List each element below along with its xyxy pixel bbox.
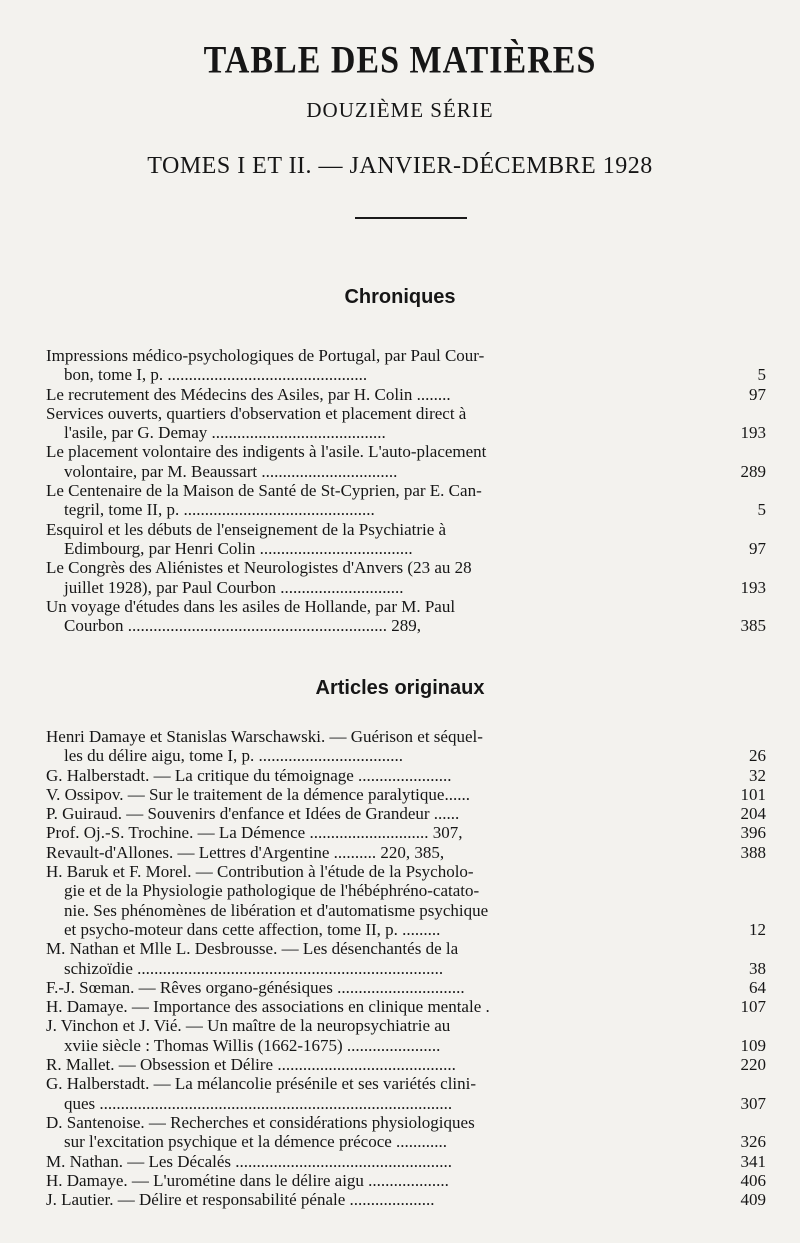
toc-entry-text: H. Damaye. — Importance des associations en clinique mentale . bbox=[46, 997, 490, 1017]
toc-entry-text: bon, tome I, p. ............................................... bbox=[64, 365, 368, 385]
toc-entry-text: Le placement volontaire des indigents à l'asile. L'auto-placement bbox=[46, 442, 487, 462]
toc-entry-text: tegril, tome II, p. ............................................. bbox=[64, 500, 375, 520]
toc-entry-text: l'asile, par G. Demay ......................................... bbox=[64, 423, 386, 443]
section-heading-articles: Articles originaux bbox=[315, 677, 485, 699]
toc-entry-text: Edimbourg, par Henri Colin .................................... bbox=[64, 538, 413, 558]
toc-entry-text: Esquirol et les débuts de l'enseignement de la Psychiatrie à bbox=[46, 519, 447, 539]
toc-entry-text: et psycho-moteur dans cette affection, tome II, p. ......... bbox=[64, 919, 441, 939]
toc-line bbox=[46, 1132, 766, 1151]
toc-line bbox=[46, 462, 766, 481]
toc-line bbox=[46, 1171, 766, 1190]
toc-entry-text: volontaire, par M. Beaussart ................................ bbox=[64, 461, 398, 481]
toc-line bbox=[46, 539, 766, 558]
toc-articles bbox=[46, 727, 766, 1209]
toc-line bbox=[46, 1094, 766, 1113]
toc-entry-text: H. Baruk et F. Morel. — Contribution à l'étude de la Psycholo- bbox=[46, 862, 474, 882]
toc-line bbox=[46, 920, 766, 939]
toc-line bbox=[46, 959, 766, 978]
toc-entry-text: ques ................................................................................... bbox=[64, 1093, 453, 1113]
toc-page-number: 101 bbox=[740, 784, 766, 804]
toc-entry-text: Un voyage d'études dans les asiles de Hollande, par M. Paul bbox=[46, 596, 456, 616]
toc-line bbox=[46, 843, 766, 862]
toc-page-number: 109 bbox=[740, 1035, 766, 1055]
toc-page-number: 5 bbox=[757, 365, 766, 385]
toc-page-number: 409 bbox=[740, 1190, 766, 1210]
toc-page-number: 406 bbox=[740, 1170, 766, 1190]
toc-line bbox=[46, 616, 766, 635]
toc-line bbox=[46, 746, 766, 765]
toc-line bbox=[46, 1113, 766, 1132]
toc-line bbox=[46, 346, 766, 365]
toc-entry-text: V. Ossipov. — Sur le traitement de la démence paralytique...... bbox=[46, 784, 470, 804]
toc-page-number: 307 bbox=[740, 1093, 766, 1113]
toc-line bbox=[46, 404, 766, 423]
toc-line bbox=[46, 727, 766, 746]
toc-entry-text: xviie siècle : Thomas Willis (1662-1675) ...................... bbox=[64, 1035, 441, 1055]
toc-line bbox=[46, 423, 766, 442]
toc-page-number: 388 bbox=[740, 842, 766, 862]
toc-page-number: 32 bbox=[749, 765, 766, 785]
toc-page-number: 289 bbox=[740, 461, 766, 481]
toc-line bbox=[46, 1016, 766, 1035]
toc-page-number: 341 bbox=[740, 1151, 766, 1171]
toc-entry-text: Le Centenaire de la Maison de Santé de St-Cyprien, par E. Can- bbox=[46, 481, 482, 501]
toc-entry-text: M. Nathan et Mlle L. Desbrousse. — Les désenchantés de la bbox=[46, 939, 459, 959]
toc-chroniques bbox=[46, 346, 766, 635]
toc-page-number: 64 bbox=[749, 977, 766, 997]
toc-line bbox=[46, 481, 766, 500]
toc-page-number: 26 bbox=[749, 746, 766, 766]
toc-line bbox=[46, 1055, 766, 1074]
toc-line bbox=[46, 1190, 766, 1209]
toc-entry-text: les du délire aigu, tome I, p. .................................. bbox=[64, 746, 404, 766]
toc-page-number: 107 bbox=[740, 997, 766, 1017]
toc-entry-text: H. Damaye. — L'urométine dans le délire aigu ................... bbox=[46, 1170, 449, 1190]
toc-page-number: 5 bbox=[757, 500, 766, 520]
toc-entry-text: Prof. Oj.-S. Trochine. — La Démence ............................ 307, bbox=[46, 823, 463, 843]
toc-page-number: 12 bbox=[749, 919, 766, 939]
toc-page-number: 97 bbox=[749, 538, 766, 558]
toc-entry-text: nie. Ses phénomènes de libération et d'automatisme psychique bbox=[64, 900, 489, 920]
toc-line bbox=[46, 1152, 766, 1171]
toc-line bbox=[46, 766, 766, 785]
toc-line bbox=[46, 1036, 766, 1055]
toc-line bbox=[46, 901, 766, 920]
toc-entry-text: sur l'excitation psychique et la démence précoce ............ bbox=[64, 1132, 448, 1152]
toc-entry-text: P. Guiraud. — Souvenirs d'enfance et Idées de Grandeur ...... bbox=[46, 804, 460, 824]
toc-entry-text: R. Mallet. — Obsession et Délire .......................................... bbox=[46, 1055, 456, 1075]
toc-line bbox=[46, 881, 766, 900]
toc-line bbox=[46, 939, 766, 958]
toc-line bbox=[46, 997, 766, 1016]
section-heading-chroniques: Chroniques bbox=[344, 286, 456, 308]
toc-entry-text: Le recrutement des Médecins des Asiles, par H. Colin ........ bbox=[46, 384, 451, 404]
toc-line bbox=[46, 578, 766, 597]
toc-line bbox=[46, 978, 766, 997]
series-subtitle: DOUZIÈME SÉRIE bbox=[306, 98, 494, 122]
toc-entry-text: Courbon ............................................................. 289, bbox=[64, 616, 421, 636]
toc-line bbox=[46, 365, 766, 384]
toc-page-number: 97 bbox=[749, 384, 766, 404]
toc-line bbox=[46, 785, 766, 804]
toc-entry-text: D. Santenoise. — Recherches et considérations physiologiques bbox=[46, 1112, 475, 1132]
toc-page-number: 38 bbox=[749, 958, 766, 978]
toc-entry-text: G. Halberstadt. — La mélancolie présénile et ses variétés clini- bbox=[46, 1074, 477, 1094]
toc-page-number: 193 bbox=[740, 577, 766, 597]
toc-line bbox=[46, 1074, 766, 1093]
toc-entry-text: F.-J. Sœman. — Rêves organo-génésiques .............................. bbox=[46, 977, 465, 997]
toc-line bbox=[46, 385, 766, 404]
toc-entry-text: M. Nathan. — Les Décalés ................................................... bbox=[46, 1151, 453, 1171]
toc-line bbox=[46, 500, 766, 519]
toc-page-number: 385 bbox=[740, 616, 766, 636]
toc-page-number: 326 bbox=[740, 1132, 766, 1152]
toc-line bbox=[46, 804, 766, 823]
toc-entry-text: Revault-d'Allones. — Lettres d'Argentine .......... 220, 385, bbox=[46, 842, 445, 862]
toc-line bbox=[46, 862, 766, 881]
toc-entry-text: J. Lautier. — Délire et responsabilité pénale .................... bbox=[46, 1190, 435, 1210]
toc-page-number: 396 bbox=[740, 823, 766, 843]
toc-entry-text: juillet 1928), par Paul Courbon ............................. bbox=[64, 577, 404, 597]
toc-entry-text: G. Halberstadt. — La critique du témoignage ...................... bbox=[46, 765, 452, 785]
toc-page-number: 204 bbox=[740, 804, 766, 824]
toc-page-number: 193 bbox=[740, 423, 766, 443]
toc-line bbox=[46, 823, 766, 842]
page-title: TABLE DES MATIÈRES bbox=[203, 39, 597, 82]
toc-entry-text: Le Congrès des Aliénistes et Neurologistes d'Anvers (23 au 28 bbox=[46, 558, 472, 578]
toc-entry-text: Impressions médico-psychologiques de Portugal, par Paul Cour- bbox=[46, 346, 485, 365]
toc-entry-text: schizoïdie ........................................................................ bbox=[64, 958, 444, 978]
toc-entry-text: J. Vinchon et J. Vié. — Un maître de la neuropsychiatrie au bbox=[46, 1016, 451, 1036]
toc-line bbox=[46, 520, 766, 539]
toc-line bbox=[46, 597, 766, 616]
tomes-subtitle: TOMES I ET II. — JANVIER-DÉCEMBRE 1928 bbox=[147, 153, 653, 179]
toc-page-number: 220 bbox=[740, 1055, 766, 1075]
toc-entry-text: gie et de la Physiologie pathologique de l'hébéphréno-catato- bbox=[64, 881, 480, 901]
title-divider bbox=[355, 217, 467, 219]
toc-entry-text: Services ouverts, quartiers d'observation et placement direct à bbox=[46, 403, 467, 423]
toc-line bbox=[46, 558, 766, 577]
toc-entry-text: Henri Damaye et Stanislas Warschawski. — Guérison et séquel- bbox=[46, 727, 483, 746]
toc-line bbox=[46, 442, 766, 461]
